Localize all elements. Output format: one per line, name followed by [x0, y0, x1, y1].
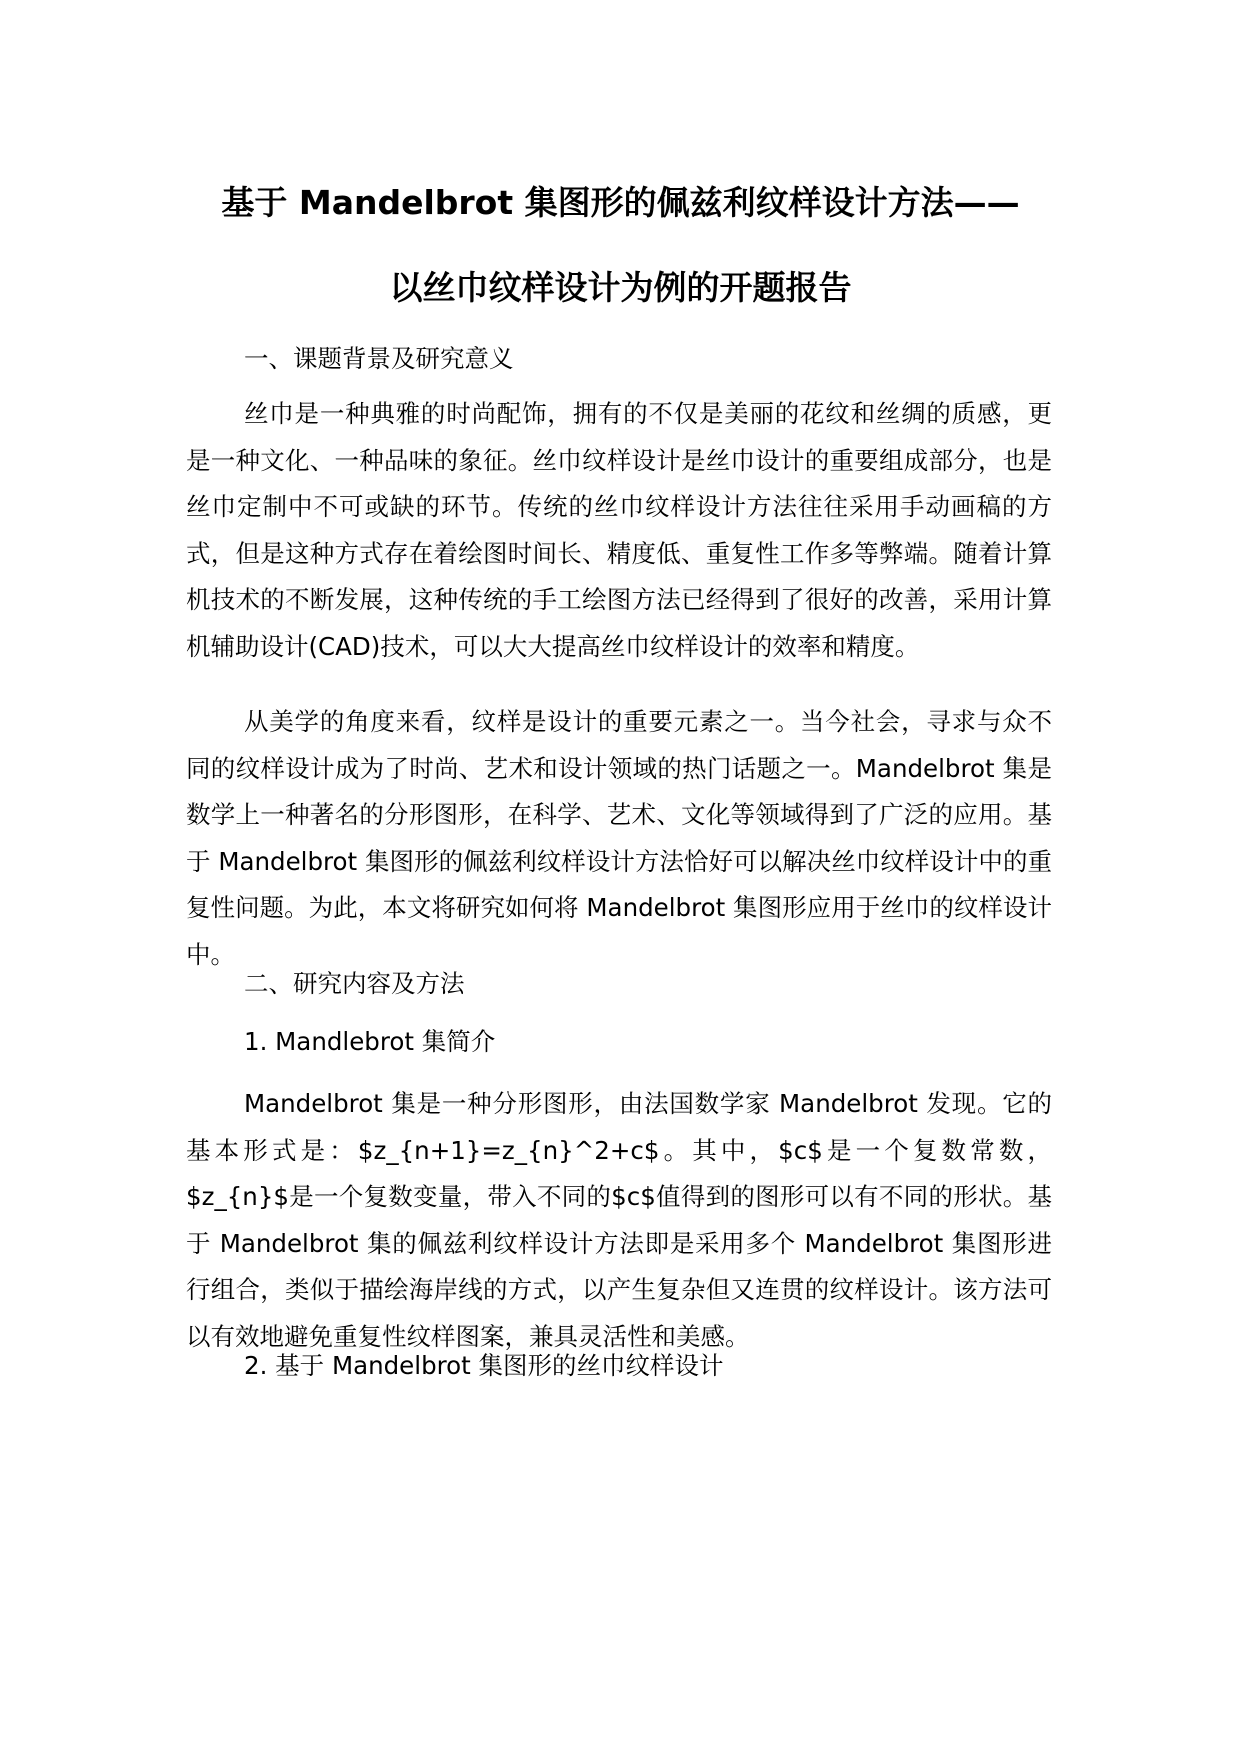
document-title-line-1: 基于 Mandelbrot 集图形的佩兹利纹样设计方法——	[221, 183, 1020, 222]
subsection-heading-mandelbrot-intro: 1. Mandlebrot 集简介	[244, 1027, 496, 1056]
section-heading-content-methods: 二、研究内容及方法	[244, 969, 465, 998]
paragraph-background-1: 丝巾是一种典雅的时尚配饰，拥有的不仅是美丽的花纹和丝绸的质感，更是一种文化、一种品味的象征。丝巾纹样设计是丝巾设计的重要组成部分，也是丝巾定制中不可或缺的环节。传统的丝巾纹样设计方法往往采用手动画稿的方式，但是这种方式存在着绘图时间长、精度低、重复性工作多等弊端。随着计算机技术的不断发展，这种传统的手工绘图方法已经得到了很好的改善，采用计算机辅助设计(CAD)技术，可以大大提高丝巾纹样设计的效率和精度。	[186, 399, 1052, 661]
section-heading-background: 一、课题背景及研究意义	[244, 344, 514, 373]
subsection-heading-scarf-design: 2. 基于 Mandelbrot 集图形的丝巾纹样设计	[244, 1351, 724, 1380]
document-title-line-2: 以丝巾纹样设计为例的开题报告	[389, 268, 852, 307]
paragraph-mandelbrot-intro: Mandelbrot 集是一种分形图形，由法国数学家 Mandelbrot 发现。它的基本形式是：$z_{n+1}=z_{n}^2+c$。其中，$c$是一个复数常数，$z_{n}$是一个复数变量，带入不同的$c$值得到的图形可以有不同的形状。基于 Mandelbrot 集的佩兹利纹样设计方法即是采用多个 Mandelbrot 集图形进行组合，类似于描绘海岸线的方式，以产生复杂但又连贯的纹样设计。该方法可以有效地避免重复性纹样图案，兼具灵活性和美感。	[186, 1089, 1052, 1351]
paragraph-background-2: 从美学的角度来看，纹样是设计的重要元素之一。当今社会，寻求与众不同的纹样设计成为了时尚、艺术和设计领域的热门话题之一。Mandelbrot 集是数学上一种著名的分形图形，在科学、艺术、文化等领域得到了广泛的应用。基于 Mandelbrot 集图形的佩兹利纹样设计方法恰好可以解决丝巾纹样设计中的重复性问题。为此，本文将研究如何将 Mandelbrot 集图形应用于丝巾的纹样设计中。	[186, 707, 1052, 969]
